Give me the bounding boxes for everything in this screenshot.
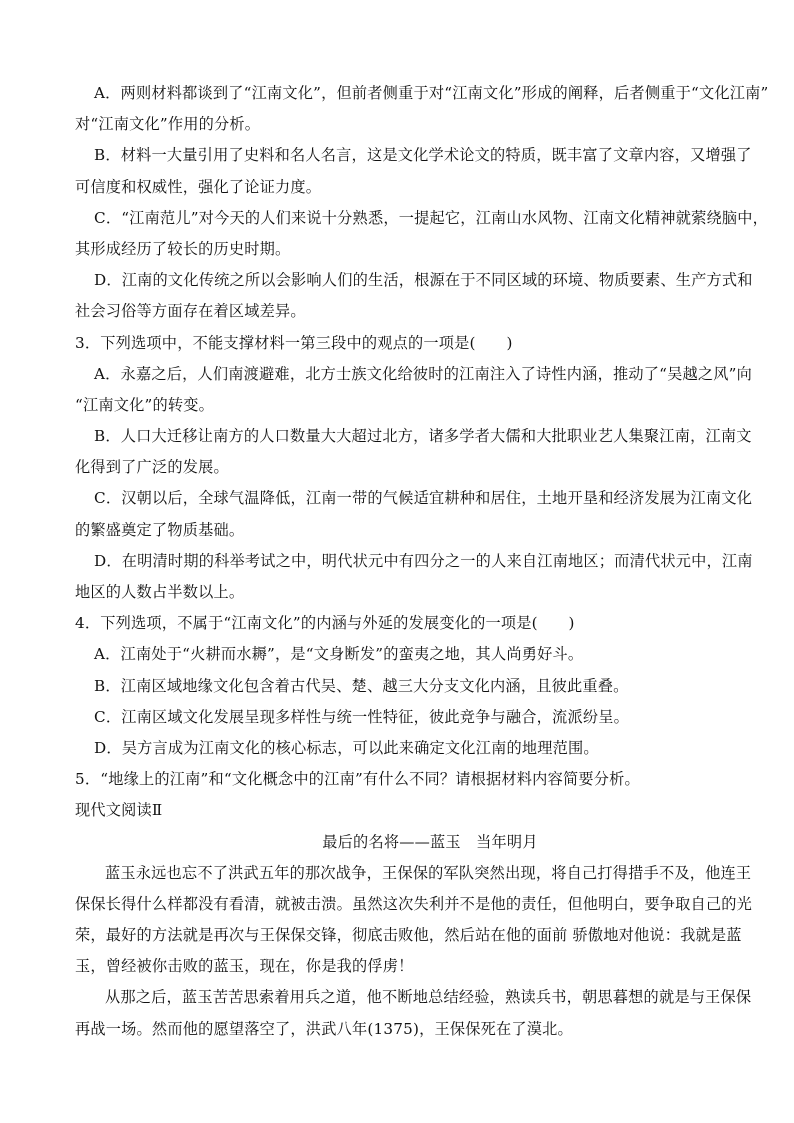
question-3: 3．下列选项中，不能支撑材料一第三段中的观点的一项是( ) xyxy=(75,333,513,352)
passage-paragraph-1-line-1: 蓝玉永远也忘不了洪武五年的那次战争，王保保的军队突然出现，将自己打得措手不及，他连王 xyxy=(105,863,752,882)
option-c-line-2: 其形成经历了较长的历史时期。 xyxy=(75,239,291,258)
q4-option-c: C．江南区域文化发展呈现多样性与统一性特征，彼此竞争与融合，流派纷呈。 xyxy=(94,707,629,726)
document-body xyxy=(75,78,769,1045)
passage-paragraph-2-line-1: 从那之后，蓝玉苦苦思索着用兵之道，他不断地总结经验，熟读兵书，朝思暮想的就是与王保保 xyxy=(105,988,752,1007)
q3-option-d-line-2: 地区的人数占半数以上。 xyxy=(75,583,245,601)
q3-option-c-line-2: 的繁盛奠定了物质基础。 xyxy=(75,520,245,539)
option-a-line-2: 对“江南文化”作用的分析。 xyxy=(75,115,261,134)
q4-option-a: A．江南处于“火耕而水耨”，是“文身断发”的蛮夷之地，其人尚勇好斗。 xyxy=(94,645,584,664)
q3-option-d-line-1: D．在明清时期的科举考试之中，明代状元中有四分之一的人来自江南地区；而清代状元中，江南 xyxy=(94,551,753,570)
option-d-line-1: D．江南的文化传统之所以会影响人们的生活，根源在于不同区域的环境、物质要素、生产方式和 xyxy=(94,271,753,290)
q3-option-a-line-2: “江南文化”的转变。 xyxy=(75,395,215,414)
passage-paragraph-1-line-2: 保保长得什么样都没有看清，就被击溃。虽然这次失利并不是他的责任，但他明白，要争取自己的光 xyxy=(75,894,753,913)
passage-paragraph-1-line-3: 荣，最好的方法就是再次与王保保交锋，彻底击败他，然后站在他的面前 骄傲地对他说：我就是蓝 xyxy=(75,926,742,945)
q3-option-c-line-1: C．汉朝以后，全球气温降低，江南一带的气候适宜耕种和居住，土地开垦和经济发展为江南文化 xyxy=(94,489,753,508)
option-c-line-1: C．“江南范儿”对今天的人们来说十分熟悉，一提起它，江南山水风物、江南文化精神就萦绕脑中， xyxy=(94,208,769,227)
q3-option-b-line-1: B．人口大迁移让南方的人口数量大大超过北方，诸多学者大儒和大批职业艺人集聚江南，江南文 xyxy=(94,427,752,446)
option-d-line-2: 社会习俗等方面存在着区域差异。 xyxy=(75,302,306,321)
passage-title: 最后的名将——蓝玉 当年明月 xyxy=(322,832,538,851)
passage-paragraph-2-line-2: 再战一场。然而他的愿望落空了，洪武八年(1375)，王保保死在了漠北。 xyxy=(75,1019,573,1038)
q3-option-a-line-1: A．永嘉之后，人们南渡避难，北方士族文化给彼时的江南注入了诗性内涵，推动了“吴越之风”向 xyxy=(94,364,752,383)
option-b-line-1: B．材料一大量引用了史料和名人名言，这是文化学术论文的特质，既丰富了文章内容，又增强了 xyxy=(94,146,752,165)
passage-paragraph-1-line-4: 玉，曾经被你击败的蓝玉，现在，你是我的俘虏！ xyxy=(75,957,414,976)
q4-option-d: D．吴方言成为江南文化的核心标志，可以此来确定文化江南的地理范围。 xyxy=(94,738,599,757)
option-a-line-1: A．两则材料都谈到了“江南文化”，但前者侧重于对“江南文化”形成的阐释，后者侧重于“文化江南” xyxy=(94,84,769,102)
option-b-line-2: 可信度和权威性，强化了论证力度。 xyxy=(75,177,322,196)
q4-option-b: B．江南区域地缘文化包含着古代吴、楚、越三大分支文化内涵，且彼此重叠。 xyxy=(94,676,629,695)
section-heading: 现代文阅读Ⅱ xyxy=(75,801,163,820)
question-5: 5．“地缘上的江南”和“文化概念中的江南”有什么不同？请根据材料内容简要分析。 xyxy=(75,770,640,789)
q3-option-b-line-2: 化得到了广泛的发展。 xyxy=(75,458,229,477)
question-4: 4．下列选项，不属于“江南文化”的内涵与外延的发展变化的一项是( ) xyxy=(75,614,575,633)
